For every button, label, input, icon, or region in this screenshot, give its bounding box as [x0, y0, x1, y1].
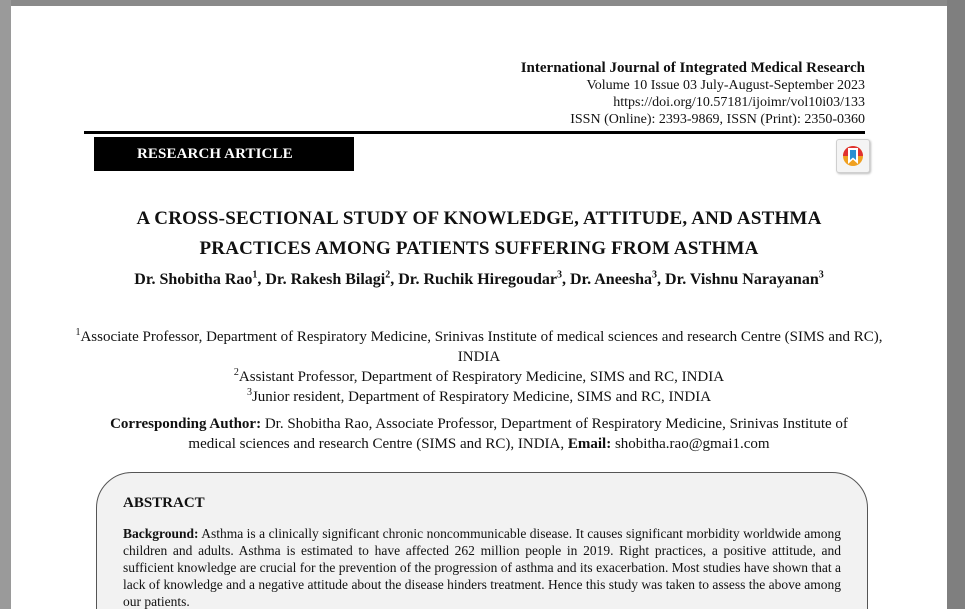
- abstract-background: [123, 525, 841, 609]
- author-name: Dr. Rakesh Bilagi: [265, 271, 386, 288]
- background-label: Background:: [123, 526, 199, 541]
- author: [665, 271, 824, 288]
- author-name: Dr. Shobitha Rao: [134, 271, 253, 288]
- corresponding-label: Corresponding Author:: [110, 416, 262, 432]
- affiliation: [71, 367, 887, 387]
- email-label: Email:: [567, 436, 612, 452]
- title-line-1: A CROSS-SECTIONAL STUDY OF KNOWLEDGE, ATTITUDE, AND ASTHMA: [136, 208, 822, 229]
- crossmark-graphic: [837, 140, 869, 172]
- author-list: [71, 268, 887, 292]
- author: [398, 271, 570, 288]
- journal-header: [521, 60, 865, 128]
- author-affil-sup: 3: [818, 269, 824, 281]
- affiliation-text: Associate Professor, Department of Respiratory Medicine, Srinivas Institute of medical sciences and research Centre (SIMS and RC), INDIA: [80, 329, 883, 365]
- research-article-banner: RESEARCH ARTICLE: [94, 137, 354, 171]
- header-rule: [84, 131, 865, 134]
- author-separator: ,: [657, 271, 666, 288]
- affiliation-list: [71, 327, 887, 407]
- author-separator: ,: [390, 271, 399, 288]
- affiliation-sup: 1: [75, 327, 81, 338]
- viewer-scrollbar[interactable]: [947, 0, 965, 609]
- author: [134, 271, 265, 288]
- affiliation-sup: 3: [246, 387, 252, 398]
- background-text: Asthma is a clinically significant chronic noncommunicable disease. It causes significant morbidity worldwide among children and adults. Asthma is estimated to have affected 262 million people in 2019. Right practices, a positive attitude, and sufficient knowledge are crucial for the prevention of the progression of asthma and its exacerbation. Most studies have shown that a lack of knowledge and a negative attitude about the disease hinders treatment. Hence this study was taken to assess the above among our patients.: [123, 526, 841, 609]
- author-affil-sup: 3: [556, 269, 562, 281]
- viewer-left-margin: [0, 0, 11, 609]
- crossmark-icon[interactable]: [836, 139, 870, 173]
- corresponding-author: [91, 414, 867, 454]
- author-separator: ,: [257, 271, 266, 288]
- corresponding-text: Dr. Shobitha Rao, Associate Professor, Department of Respiratory Medicine, Srinivas Institute of medical sciences and research Centre (SIMS and RC), INDIA,: [188, 416, 848, 452]
- abstract-heading: ABSTRACT: [123, 495, 205, 511]
- affiliation-text: Assistant Professor, Department of Respiratory Medicine, SIMS and RC, INDIA: [238, 369, 725, 385]
- journal-name: International Journal of Integrated Medical Research: [520, 60, 865, 76]
- author-separator: ,: [561, 271, 570, 288]
- journal-doi[interactable]: https://doi.org/10.57181/ijoimr/vol10i03/133: [613, 95, 865, 110]
- journal-issn: ISSN (Online): 2393-9869, ISSN (Print): 2350-0360: [570, 112, 865, 127]
- author-affil-sup: 2: [385, 269, 391, 281]
- title-line-2: PRACTICES AMONG PATIENTS SUFFERING FROM ASTHMA: [199, 238, 759, 259]
- author: [265, 271, 398, 288]
- pdf-page: [11, 6, 947, 609]
- author-name: Dr. Ruchik Hiregoudar: [398, 271, 557, 288]
- author-name: Dr. Aneesha: [569, 271, 653, 288]
- author: [570, 271, 665, 288]
- abstract-box: [96, 472, 868, 609]
- article-title: [51, 204, 907, 264]
- author-affil-sup: 3: [652, 269, 658, 281]
- journal-volume: Volume 10 Issue 03 July-August-September 2023: [586, 78, 865, 93]
- affiliation-text: Junior resident, Department of Respiratory Medicine, SIMS and RC, INDIA: [251, 389, 712, 405]
- email-address[interactable]: shobitha.rao@gmai1.com: [611, 436, 770, 452]
- affiliation-sup: 2: [233, 367, 239, 378]
- author-affil-sup: 1: [252, 269, 258, 281]
- affiliation: [71, 387, 887, 407]
- affiliation: [71, 327, 887, 367]
- author-name: Dr. Vishnu Narayanan: [665, 271, 819, 288]
